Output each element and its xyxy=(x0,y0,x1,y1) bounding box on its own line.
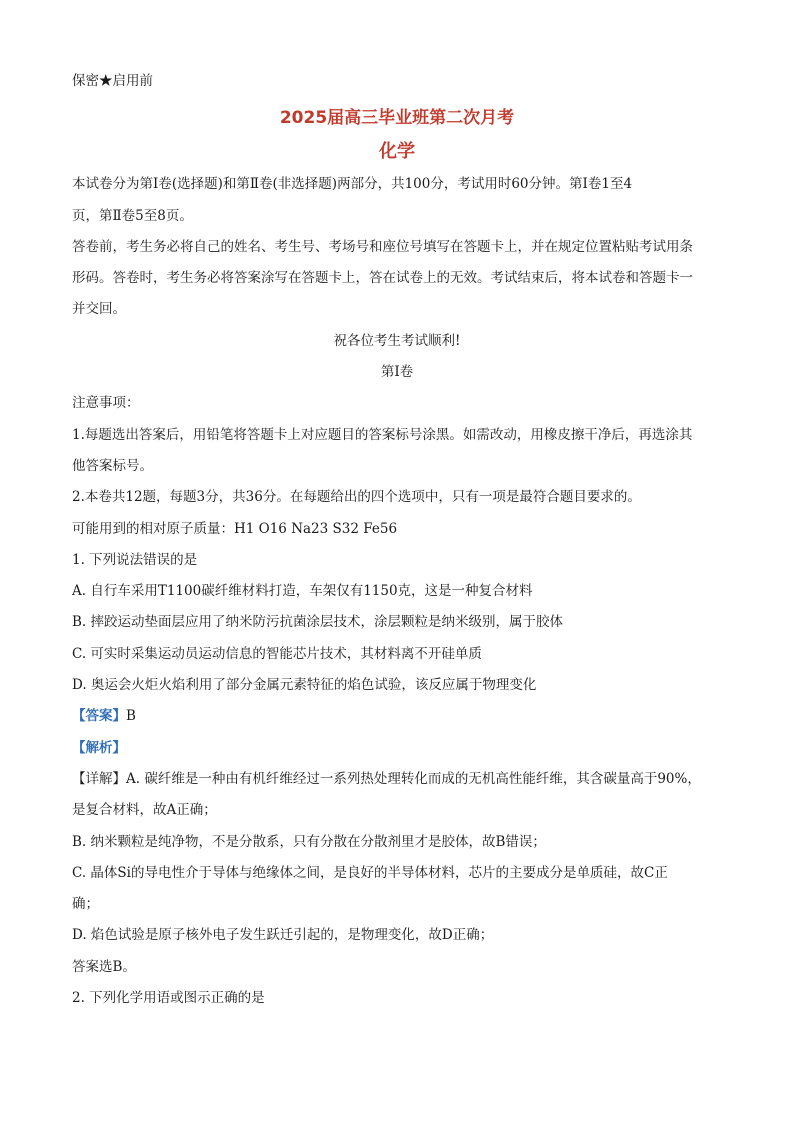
question-option: D. 奥运会火炬火焰利用了部分金属元素特征的焰色试验，该反应属于物理变化 xyxy=(72,677,537,694)
answer-value: B xyxy=(126,708,136,725)
intro-line: 形码。答卷时，考生务必将答案涂写在答题卡上，答在试卷上的无效。考试结束后，将本试卷和答题卡一 xyxy=(72,270,693,287)
explanation-line: C. 晶体Si的导电性介于导体与绝缘体之间，是良好的半导体材料，芯片的主要成分是单质硅，故C正 xyxy=(72,864,668,881)
explanation-line: B. 纳米颗粒是纯净物，不是分散系，只有分散在分散剂里才是胶体，故B错误； xyxy=(72,833,546,850)
exam-title: 2025届高三毕业班第二次月考 xyxy=(279,108,515,129)
confidential-label: 保密★启用前 xyxy=(72,73,153,89)
intro-line: 本试卷分为第Ⅰ卷(选择题)和第Ⅱ卷(非选择题)两部分，共100分，考试用时60分钟。第Ⅰ卷1至4 xyxy=(72,176,633,193)
explanation-line: 是复合材料，故A正确； xyxy=(72,802,217,819)
analysis-tag: 【解析】 xyxy=(72,739,126,756)
intro-line: 页，第Ⅱ卷5至8页。 xyxy=(72,207,193,224)
explanation-line: 答案选B。 xyxy=(72,958,136,975)
answer-tag: 【答案】 xyxy=(72,708,126,725)
atomic-mass-line: 可能用到的相对原子质量：H1 O16 Na23 S32 Fe56 xyxy=(72,520,398,537)
exam-content xyxy=(72,66,722,1014)
explanation-line: D. 焰色试验是原子核外电子发生跃迁引起的，是物理变化，故D正确； xyxy=(72,927,494,944)
question-stem: 2. 下列化学用语或图示正确的是 xyxy=(72,990,265,1007)
notes-heading: 注意事项： xyxy=(72,395,140,412)
question-option: B. 摔跤运动垫面层应用了纳米防污抗菌涂层技术，涂层颗粒是纳米级别，属于胶体 xyxy=(72,614,564,631)
explanation-line: 【详解】A. 碳纤维是一种由有机纤维经过一系列热处理转化而成的无机高性能纤维，其含碳量高于90%， xyxy=(72,770,701,787)
explanation-line: 确； xyxy=(72,896,99,913)
analysis-row xyxy=(72,733,722,764)
notes-line: 1.每题选出答案后，用铅笔将答题卡上对应题目的答案标号涂黑。如需改动，用橡皮擦干净后，再选涂其 xyxy=(72,426,693,443)
answer-row xyxy=(72,701,722,732)
exam-subject: 化学 xyxy=(379,141,415,163)
volume-heading: 第Ⅰ卷 xyxy=(380,364,414,381)
question-stem: 1. 下列说法错误的是 xyxy=(72,551,198,568)
good-luck-text: 祝各位考生考试顺利! xyxy=(333,332,461,349)
notes-line: 他答案标号。 xyxy=(72,457,153,474)
intro-line: 答卷前，考生务必将自己的姓名、考生号、考场号和座位号填写在答题卡上，并在规定位置粘贴考试用条 xyxy=(72,238,693,255)
notes-line: 2.本卷共12题，每题3分，共36分。在每题给出的四个选项中，只有一项是最符合题目要求的。 xyxy=(72,489,641,506)
question-option: A. 自行车采用T1100碳纤维材料打造，车架仅有1150克，这是一种复合材料 xyxy=(72,583,533,600)
question-option: C. 可实时采集运动员运动信息的智能芯片技术，其材料离不开硅单质 xyxy=(72,645,482,662)
intro-line: 并交回。 xyxy=(72,301,126,318)
